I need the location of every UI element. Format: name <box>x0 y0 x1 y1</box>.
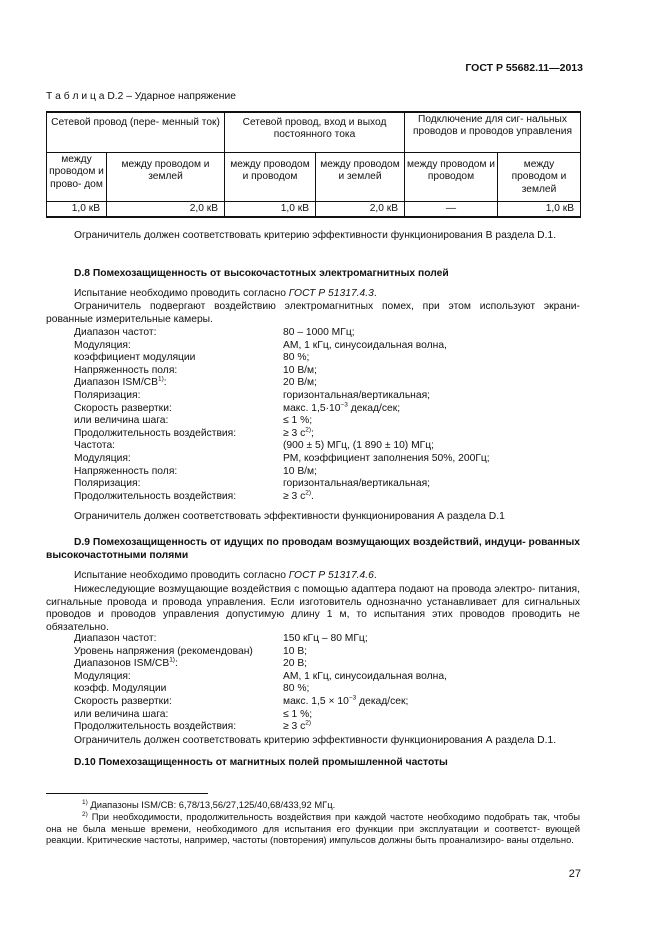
document-code: ГОСТ Р 55682.11—2013 <box>465 62 583 74</box>
parameter-value: горизонтальная/вертикальная; <box>283 389 431 401</box>
parameter-name: или величина шага: <box>74 415 169 427</box>
parameter-name: Модуляция: <box>74 670 131 682</box>
parameter-name: Модуляция: <box>74 452 131 464</box>
parameter-name: Модуляция: <box>74 339 131 351</box>
parameter-value: ≤ 1 %; <box>283 708 313 720</box>
parameter-name: Диапазон частот: <box>74 327 157 338</box>
parameter-name: Скорость развертки: <box>74 402 172 414</box>
parameter-value: 10 В/м; <box>283 364 317 376</box>
subheader-ac-line-ground: между проводом и землей <box>107 153 225 202</box>
group-header-dc: Сетевой провод, вход и выход постоянного тока <box>225 112 405 153</box>
table-cell: 2,0 кВ <box>316 202 405 218</box>
table-cell: — <box>405 202 498 218</box>
table-caption: Т а б л и ц а D.2 – Ударное напряжение <box>46 91 236 102</box>
subheader-signal-line-line: между проводом и проводом <box>405 153 498 202</box>
page-number: 27 <box>568 868 581 880</box>
parameter-value: ≥ 3 $с^{2)}$ <box>283 719 312 733</box>
subheader-dc-line-ground: между проводом и землей <box>316 153 405 202</box>
parameter-value: 10 В; <box>283 645 308 657</box>
parameter-name: Частота: <box>74 440 116 452</box>
parameter-value: 10 В/м; <box>283 465 317 477</box>
parameter-name: Диапазонов ISM/CB$^{1)}$: <box>74 656 178 670</box>
parameter-value: АМ, 1 кГц, синусоидальная волна, <box>283 670 447 682</box>
parameter-name: Скорость развертки: <box>74 695 172 707</box>
section-d9-conclusion: Ограничитель должен соответствовать критерию эффективности функционирования А раздела D.1. <box>74 735 557 746</box>
parameter-value: 80 %; <box>283 352 310 364</box>
parameter-value: РМ, коэффициент заполнения 50%, 200Гц; <box>283 452 490 464</box>
section-d9-test-standard: Испытание необходимо проводить согласно ГОСТ Р 51317.4.6. <box>74 570 377 581</box>
parameter-value: АМ, 1 кГц, синусоидальная волна, <box>283 339 447 351</box>
parameter-name: Продолжительность воздействия: <box>74 490 237 502</box>
subheader-signal-line-ground: между проводом и землей <box>498 153 581 202</box>
section-d8-title: D.8 Помехозащищенность от высокочастотных электромагнитных полей <box>74 268 449 279</box>
table-cell: 2,0 кВ <box>107 202 225 218</box>
parameter-value: ≥ 3 $с^{2)}$; <box>283 426 314 439</box>
parameter-name: или величина шага: <box>74 708 169 720</box>
parameter-name: Напряженность поля: <box>74 465 178 477</box>
group-header-ac: Сетевой провод (пере- менный ток) <box>47 112 225 153</box>
parameter-value: макс. $1,5\cdot 10^{-3}$ декад/сек; <box>283 401 401 414</box>
footnote-separator <box>46 793 208 794</box>
parameter-name: Поляризация: <box>74 389 141 401</box>
section-d10-title: D.10 Помехозащищенность от магнитных полей промышленной частоты <box>74 757 448 768</box>
parameter-name: коэффициент модуляции <box>74 352 196 364</box>
table-cell: 1,0 кВ <box>47 202 107 218</box>
parameter-value: ≥ 3 $с^{2)}$. <box>283 489 314 502</box>
section-d9-intro: Нижеследующие возмущающие воздействия с помощью адаптера подают на провода электро- питания, сигнальные провода и провода управления. Если изготовитель однозначно устанавливает для сигнальных проводов и проводов управления допустимую длину 1 м, то испытания этих проводов проводить не обязательно. <box>46 584 580 633</box>
section-d8-conclusion: Ограничитель должен соответствовать эффективности функционирования А раздела D.1 <box>74 511 505 522</box>
parameter-value: макс. $1,5 \times 10^{-3}$ декад/сек; <box>283 694 409 707</box>
parameter-name: Диапазон ISM/CB$^{1)}$: <box>74 375 167 389</box>
parameter-name: Напряженность поля: <box>74 364 178 376</box>
footnote-1: $^{1)}$ Диапазоны ISM/CB: 6,78/13,56/27,125/40,68/433,92 МГц. <box>82 798 336 810</box>
parameter-name: Продолжительность воздействия: <box>74 721 237 733</box>
table-cell: 1,0 кВ <box>498 202 581 218</box>
parameter-value: ≤ 1 %; <box>283 415 313 427</box>
parameter-value: 150 кГц – 80 МГц; <box>283 633 368 644</box>
section-d8-test-standard: Испытание необходимо проводить согласно ГОСТ Р 51317.4.3. <box>74 288 377 299</box>
table-cell: 1,0 кВ <box>225 202 316 218</box>
parameter-name: Поляризация: <box>74 478 141 490</box>
parameter-value: 80 %; <box>283 683 310 695</box>
subheader-dc-line-line: между проводом и проводом <box>225 153 316 202</box>
parameter-value: горизонтальная/вертикальная; <box>283 478 431 490</box>
parameter-name: Диапазон частот: <box>74 633 157 644</box>
parameter-name: Продолжительность воздействия: <box>74 427 237 439</box>
parameter-name: Уровень напряжения (рекомендован) <box>74 645 253 657</box>
parameter-value: 80 – 1000 МГц; <box>283 327 355 338</box>
surge-voltage-table <box>46 111 581 218</box>
subheader-ac-line-line: между проводом и прово- дом <box>47 153 107 202</box>
parameter-value: (900 ± 5) МГц, (1 890 ± 10) МГц; <box>283 440 434 452</box>
section-d9-title: D.9 Помехозащищенность от идущих по проводам возмущающих воздействий, индуци- рованных высокочастотными полями <box>46 537 580 561</box>
group-header-signal: Подключение для сиг- нальных проводов и проводов управления <box>405 112 581 153</box>
parameter-value: 20 В; <box>283 658 308 670</box>
after-table-paragraph: Ограничитель должен соответствовать критерию эффективности функционирования В раздела D.1. <box>74 230 557 241</box>
parameter-value: 20 В/м; <box>283 377 317 389</box>
section-d8-intro: Ограничитель подвергают воздействию электромагнитных помех, при этом используют экрани- рованные измерительные камеры. <box>46 301 580 325</box>
parameter-name: коэфф. Модуляции <box>74 683 167 695</box>
footnote-2: $^{2)}$ При необходимости, продолжительность воздействия при каждой частоте необходимо подобрать так, чтобы она не была меньше времени, необходимого для испытания его функции при эксплуатации и соответст- вующей реакции. Критические частоты, например, частоты (повторения) импульсов должны быть проанализиро- ваны отдельно. <box>46 810 580 846</box>
